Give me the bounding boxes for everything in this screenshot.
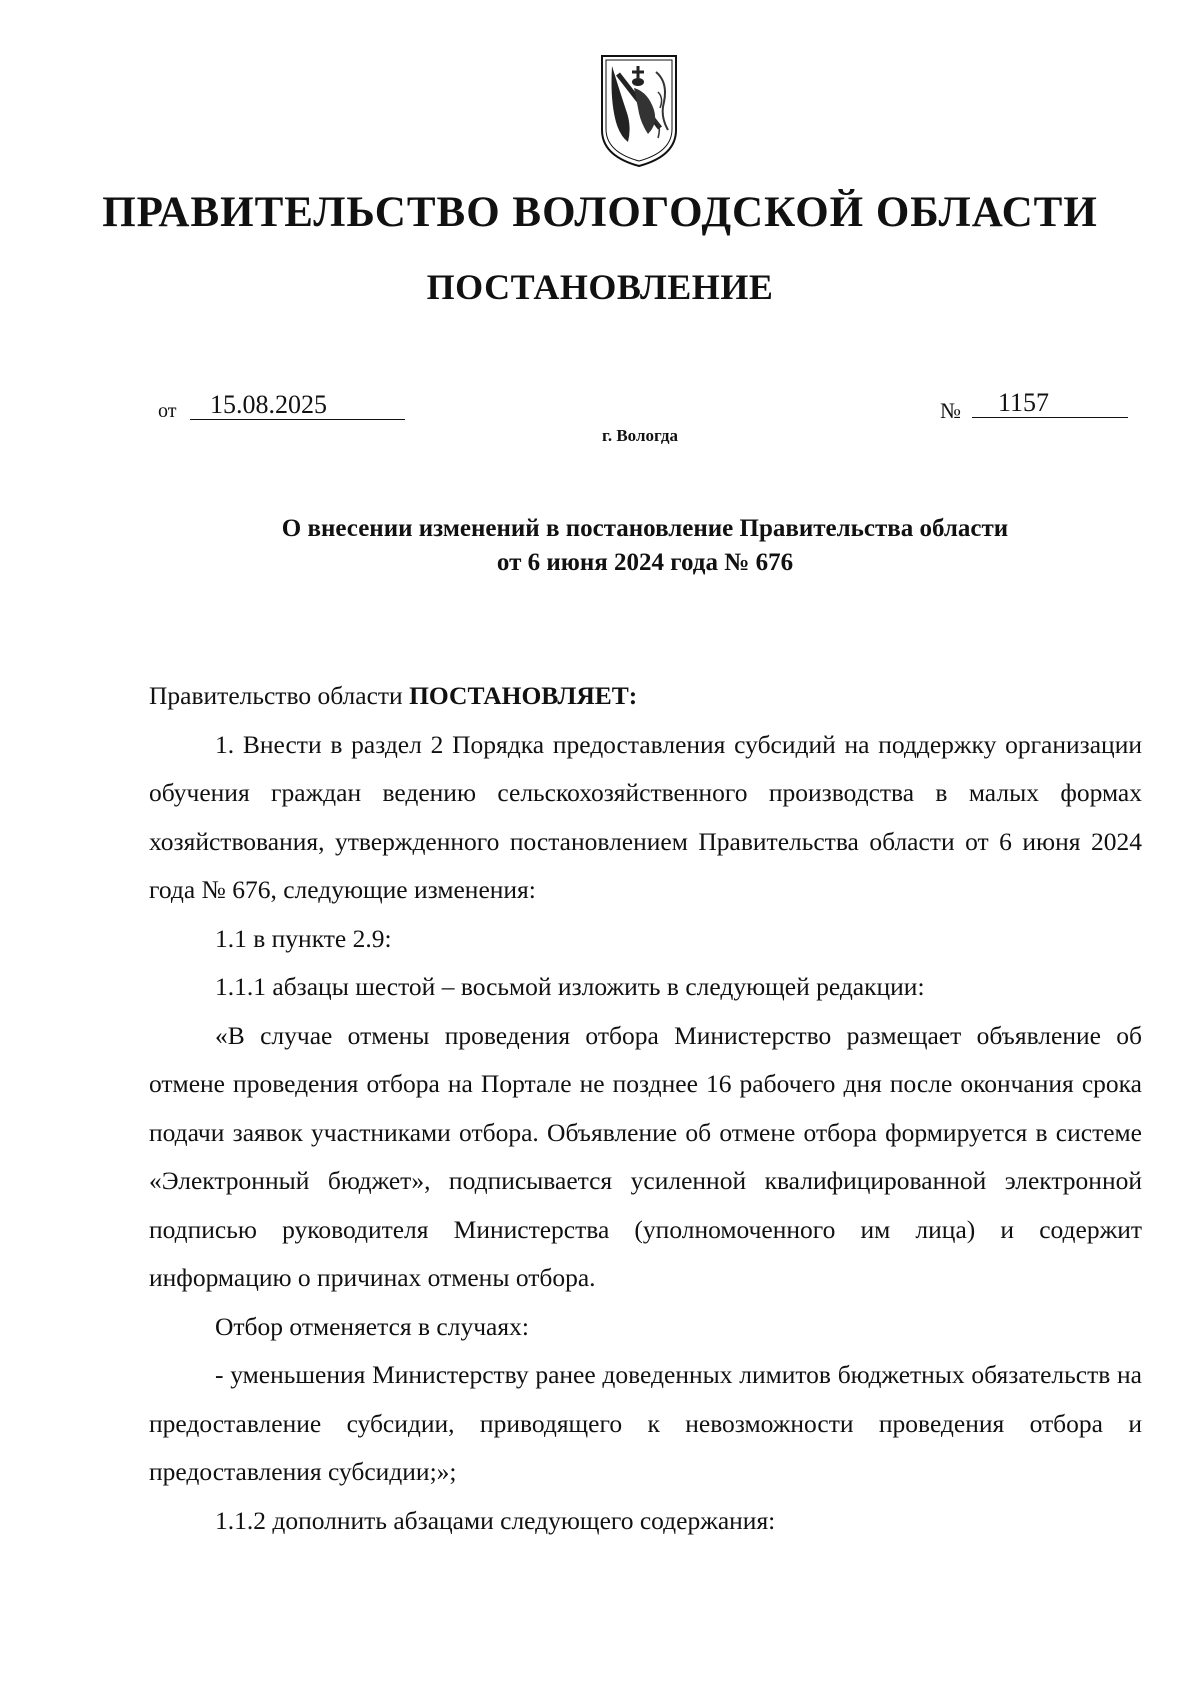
intro-text: Правительство области — [149, 681, 410, 710]
body-paragraph: 1.1.2 дополнить абзацами следующего содержания: — [215, 1505, 776, 1535]
body-paragraph: Отбор отменяется в случаях: — [215, 1311, 529, 1341]
number-prefix: № — [940, 398, 961, 423]
subject-line: О внесении изменений в постановление Правительства области — [281, 515, 1009, 542]
document-number: 1157 — [998, 388, 1050, 417]
number-underline — [972, 417, 1128, 418]
body-intro — [149, 672, 1142, 721]
coat-of-arms-icon — [598, 52, 680, 170]
document-subject — [150, 512, 1140, 580]
body-paragraph: 1. Внести в раздел 2 Порядка предоставления субсидий на поддержку организации обучения граждан ведению сельскохозяйственного производства в малых формах хозяйствования, утвержденного постановлением Правительства области от 6 июня 2024 года № 676, следующие изменения: — [149, 729, 1142, 904]
document-body — [149, 672, 1142, 1545]
body-paragraph: «В случае отмены проведения отбора Министерство размещает объявление об отмене проведения отбора на Портале не позднее 16 рабочего дня после окончания срока подачи заявок участниками отбора. Объявление об отмене отбора формируется в системе «Электронный бюджет», подписывается усиленной квалифицированной электронной подписью руководителя Министерства (уполномоченного им лица) и содержит информацию о причинах отмены отбора. — [149, 1020, 1142, 1292]
body-paragraph: - уменьшения Министерству ранее доведенных лимитов бюджетных обязательств на предоставление субсидии, приводящего к невозможности проведения отбора и предоставления субсидии;»; — [149, 1360, 1142, 1486]
intro-decree-word: ПОСТАНОВЛЯЕТ: — [409, 681, 638, 710]
document-type-title: ПОСТАНОВЛЕНИЕ — [426, 267, 774, 307]
document-date: 15.08.2025 — [210, 390, 327, 419]
subject-line: от 6 июня 2024 года № 676 — [496, 549, 794, 576]
organization-title: ПРАВИТЕЛЬСТВО ВОЛОГОДСКОЙ ОБЛАСТИ — [102, 189, 1098, 236]
date-prefix: от — [158, 400, 177, 422]
city-label: г. Вологда — [602, 426, 678, 445]
body-paragraph: 1.1.1 абзацы шестой – восьмой изложить в следующей редакции: — [215, 972, 925, 1001]
body-paragraph: 1.1 в пункте 2.9: — [215, 923, 392, 953]
date-underline — [190, 419, 405, 420]
